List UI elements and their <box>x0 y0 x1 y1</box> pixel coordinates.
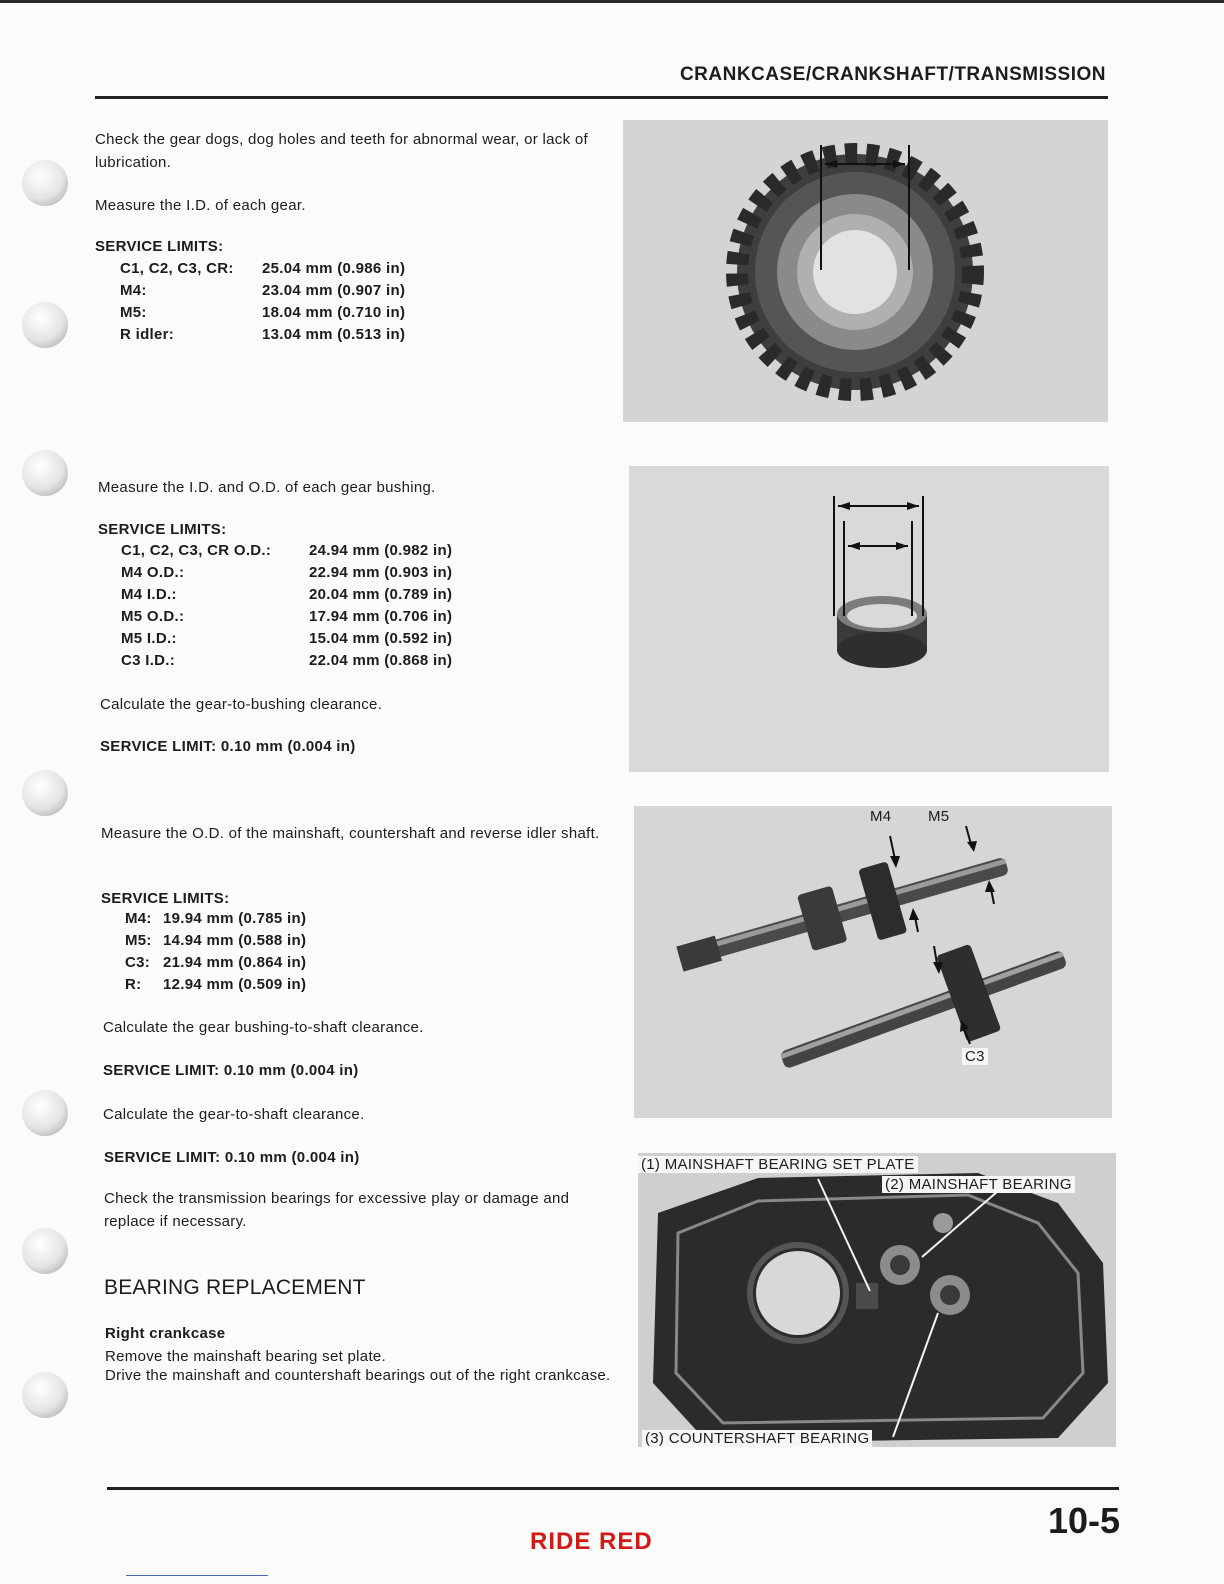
binder-hole <box>22 302 68 348</box>
gear-shaft-calc-text: Calculate the gear-to-shaft clearance. <box>103 1106 365 1123</box>
service-limits-label: SERVICE LIMITS: <box>95 238 224 255</box>
service-limits-label: SERVICE LIMITS: <box>98 521 227 538</box>
link-underline <box>126 1575 268 1576</box>
bushing-shaft-calc-text: Calculate the gear bushing-to-shaft clearance. <box>103 1019 424 1036</box>
gear-bushing-calc-text: Calculate the gear-to-bushing clearance. <box>100 696 383 713</box>
limit-row: M5: 14.94 mm (0.588 in) <box>125 932 307 949</box>
binder-hole <box>22 1090 68 1136</box>
bearing-check-text: Check the transmission bearings for excessive play or damage and replace if necessary. <box>104 1190 570 1230</box>
limit-row: M4: 19.94 mm (0.785 in) <box>125 910 307 927</box>
gear-id-limits-table <box>120 258 405 346</box>
brand-logo: RIDE RED <box>530 1528 653 1555</box>
binder-hole <box>22 770 68 816</box>
limit-row: R: 12.94 mm (0.509 in) <box>125 976 307 993</box>
limit-row: C3: 21.94 mm (0.864 in) <box>125 954 307 971</box>
gear-inspection-text: Check the gear dogs, dog holes and teeth for abnormal wear, or lack of lubrication. <box>95 131 588 171</box>
callout-countershaft-bearing: (3) COUNTERSHAFT BEARING <box>642 1430 872 1447</box>
header-rule <box>95 96 1108 99</box>
service-limits-label: SERVICE LIMITS: <box>101 890 230 907</box>
top-edge-line <box>0 0 1224 3</box>
bushing-photo <box>629 466 1109 772</box>
gear-photo <box>623 120 1108 422</box>
shafts-photo <box>634 806 1112 1118</box>
m4-label: M4 <box>870 808 892 825</box>
limit-row: C3 I.D.: 22.04 mm (0.868 in) <box>121 652 453 669</box>
gear-bushing-limit: SERVICE LIMIT: 0.10 mm (0.004 in) <box>100 738 356 755</box>
limit-row: M5: 18.04 mm (0.710 in) <box>120 304 406 321</box>
binder-hole <box>22 1228 68 1274</box>
drive-bearings-text: Drive the mainshaft and countershaft bearings out of the right crankcase. <box>105 1367 611 1384</box>
callout-mainshaft-bearing: (2) MAINSHAFT BEARING <box>882 1176 1075 1193</box>
binder-hole <box>22 450 68 496</box>
limit-row: M4 I.D.: 20.04 mm (0.789 in) <box>121 586 453 603</box>
bushing-shaft-limit: SERVICE LIMIT: 0.10 mm (0.004 in) <box>103 1062 359 1079</box>
limit-row: R idler: 13.04 mm (0.513 in) <box>120 326 406 343</box>
limit-row: M5 I.D.: 15.04 mm (0.592 in) <box>121 630 453 647</box>
crankcase-photo <box>638 1153 1116 1447</box>
gear-id-measure-text: Measure the I.D. of each gear. <box>95 197 306 214</box>
limit-row: M4 O.D.: 22.94 mm (0.903 in) <box>121 564 453 581</box>
shaft-measure-text: Measure the O.D. of the mainshaft, countershaft and reverse idler shaft. <box>101 825 600 842</box>
callout-set-plate: (1) MAINSHAFT BEARING SET PLATE <box>638 1156 918 1173</box>
limit-row: M4: 23.04 mm (0.907 in) <box>120 282 406 299</box>
page-number: 10-5 <box>1047 1500 1120 1541</box>
limit-row: M5 O.D.: 17.94 mm (0.706 in) <box>121 608 453 625</box>
limit-row: C1, C2, C3, CR: 25.04 mm (0.986 in) <box>120 260 406 277</box>
shaft-limits-table <box>125 908 306 996</box>
bushing-measure-text: Measure the I.D. and O.D. of each gear bushing. <box>98 479 436 496</box>
bearing-replacement-heading: BEARING REPLACEMENT <box>104 1276 366 1299</box>
footer-rule <box>107 1487 1119 1490</box>
bushing-limits-table <box>121 540 452 672</box>
page-header-title: CRANKCASE/CRANKSHAFT/TRANSMISSION <box>679 64 1106 85</box>
binder-hole <box>22 1372 68 1418</box>
limit-row: C1, C2, C3, CR O.D.: 24.94 mm (0.982 in) <box>121 542 453 559</box>
m5-label: M5 <box>928 808 950 825</box>
right-crankcase-subheading: Right crankcase <box>105 1325 226 1342</box>
gear-shaft-limit: SERVICE LIMIT: 0.10 mm (0.004 in) <box>104 1149 360 1166</box>
remove-set-plate-text: Remove the mainshaft bearing set plate. <box>105 1348 387 1365</box>
binder-hole <box>22 160 68 206</box>
c3-label: C3 <box>962 1048 988 1065</box>
